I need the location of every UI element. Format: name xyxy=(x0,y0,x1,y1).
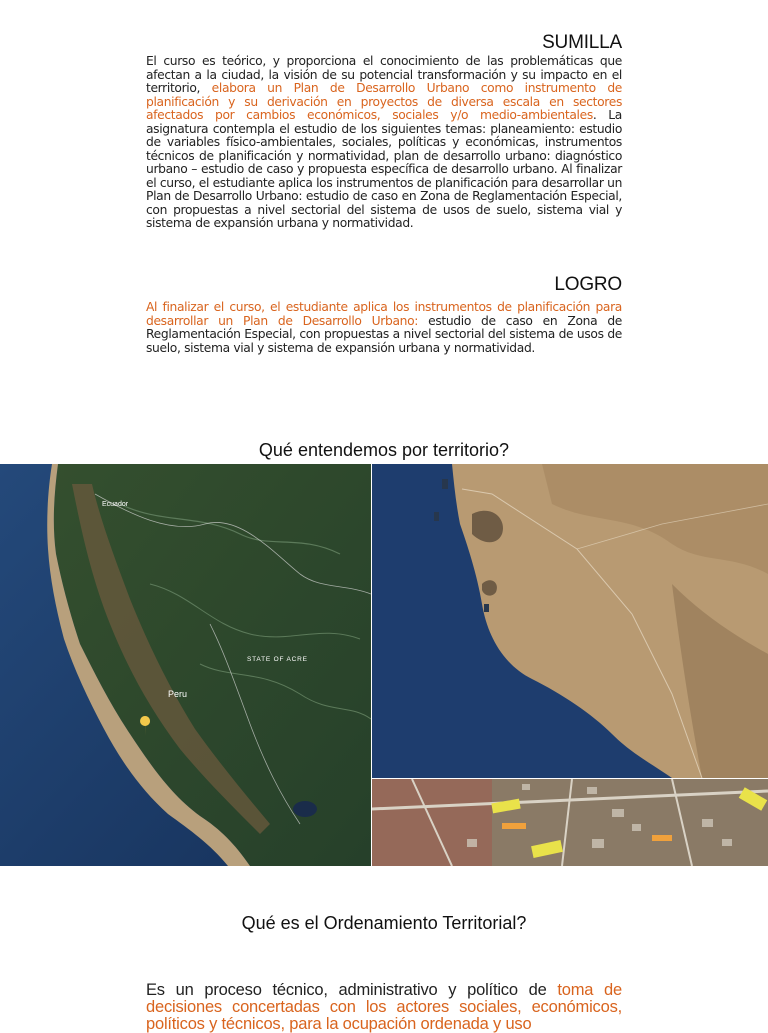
sumilla-text-2: . La asignatura contempla el estudio de los siguientes temas: planeamiento: estudio de variables físico-ambientales, sociales, políticas y económicas, instrumentos técnicos de planificación y normatividad, plan de desarrollo urbano: diagnóstico urbano – estudio de caso y propuesta específica de desarrollo urbano. Al finalizar el curso, el estudiante aplica los instrumentos de planificación para desarrollar un Plan de Desarrollo Urbano: estudio de caso en Zona de Reglamentación Especial, con propuestas a nivel sectorial del sistema de usos de suelo, sistema vial y sistema de expansión urbana y normatividad. xyxy=(146,108,623,230)
ordenamiento-text-1: Es un proceso técnico, administrativo y político de xyxy=(146,981,558,999)
peru-satellite-map xyxy=(0,464,371,866)
ordenamiento-paragraph xyxy=(146,982,622,1033)
logro-text: estudio de caso en Zona de Reglamentación Especial, con propuestas a nivel sectorial del sistema de usos de suelo, sistema vial y sistema de expansión urbana y normatividad. xyxy=(146,313,622,355)
ordenamiento-highlight: toma de decisiones concertadas con los actores sociales, económicos, políticos y técnicos, para la ocupación ordenada y uso xyxy=(146,981,622,1033)
logro-paragraph xyxy=(146,301,622,355)
ordenamiento-title: Qué es el Ordenamiento Territorial? xyxy=(241,913,527,933)
sumilla-text-1: El curso es teórico, y proporciona el conocimiento de las problemáticas que afectan a la ciudad, la visión de su potencial transformación y su impacto en el territorio, xyxy=(146,54,622,95)
territorio-title: Qué entendemos por territorio? xyxy=(258,440,510,460)
sumilla-highlight: elabora un Plan de Desarrollo Urbano como instrumento de planificación y su derivación en proyectos de diversa escala en sectores afectados por cambios económicos, sociales y/o medio-ambientales xyxy=(146,81,622,122)
map-label-ecuador: Ecuador xyxy=(102,501,129,508)
coastal-satellite-map xyxy=(372,464,768,778)
map-label-peru: Peru xyxy=(168,689,188,699)
logro-heading: LOGRO xyxy=(554,274,622,295)
map-label-acre: STATE OF ACRE xyxy=(247,656,308,663)
sumilla-heading: SUMILLA xyxy=(542,32,622,53)
sumilla-paragraph xyxy=(146,55,622,231)
urban-satellite-map xyxy=(372,779,768,866)
logro-highlight: Al finalizar el curso, el estudiante aplica los instrumentos de planificación para desarrollar un Plan de Desarrollo Urbano: xyxy=(146,300,622,328)
